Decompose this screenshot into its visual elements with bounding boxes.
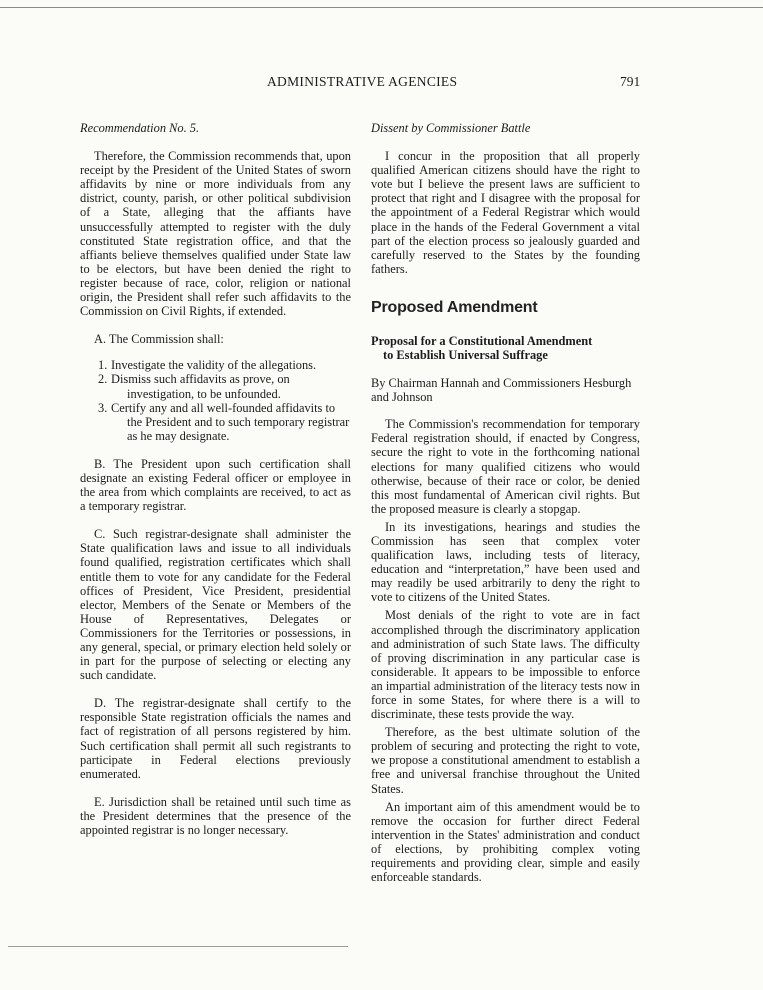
proposal-title-line-2: to Establish Universal Suffrage [383,347,548,362]
paragraph-b: B. The President upon such certification shall designate an existing Federal officer or employee in the area from which complaints are received, to act as a temporary registrar. [80,456,351,514]
page-number: 791 [620,74,641,89]
right-column [371,121,640,884]
paragraph-a-intro: A. The Commission shall: [94,332,224,347]
page-header [0,74,763,92]
list-item-text: Dismiss such affidavits as prove, on investigation, to be unfounded. [111,372,290,401]
paragraph-d: D. The registrar-designate shall certify to the responsible State registration officials the names and fact of registration of all persons registered by him. Such certification shall permit all such registrants to participate in Federal elections previously enumerated. [80,696,351,781]
dissent-heading: Dissent by Commissioner Battle [371,121,531,135]
paragraph-c: C. Such registrar-designate shall administer the State qualification laws and issue to all individuals found qualified, registration certificates which shall entitle them to vote for any candidate for the Federal offices of President, Vice President, presidential elector, Members of the Senate or Members of the House of Representatives, Delegates or Commissioners for the Territories or possessions, in any general, special, or primary election held solely or in part for the purpose of selecting or electing any such candidate. [80,527,351,683]
proposal-paragraph: In its investigations, hearings and studies the Commission has seen that complex voter qualification laws, including tests of literacy, education and “interpretation,” have been used and may readily be used arbitrarily to deny the right to vote to citizens of the United States. [371,519,640,605]
list-item-text: Certify any and all well-founded affidavits to the President and to such temporary registrar as he may designate. [111,400,350,443]
proposal-paragraph: Most denials of the right to vote are in fact accomplished through the discriminatory application and administration of such State laws. The difficulty of proving discrimination in any particular case is considerable. It appears to be impossible to enforce an impartial administration of the literacy tests now in force in some States, for where there is a will to discriminate, these tests provide the way. [371,608,640,722]
top-rule [0,7,763,8]
proposal-paragraph: Therefore, as the best ultimate solution of the problem of securing and protecting the right to vote, we propose a constitutional amendment to establish a free and universal franchise throughout the United States. [371,725,640,796]
proposal-paragraph: An important aim of this amendment would be to remove the occasion for further direct Federal intervention in the States' administration and conduct of elections, by prohibiting complex voting requirements and providing clear, simple and easily enforceable standards. [371,799,640,885]
left-column [80,121,351,837]
list-item-number: 3. [98,400,108,415]
proposal-paragraph: The Commission's recommendation for temporary Federal registration should, if enacted by Congress, secure the right to vote in the forthcoming national elections for many qualified citizens who would otherwise, because of their race or color, be denied this most fundamental of American civil rights. But the proposed measure is clearly a stopgap. [371,417,640,516]
commission-duties-list [80,358,351,443]
paragraph-e: E. Jurisdiction shall be retained until such time as the President determines that the presence of the appointed registrar is no longer necessary. [80,794,351,838]
proposal-title [371,335,640,362]
running-head: ADMINISTRATIVE AGENCIES [267,74,458,89]
list-item [80,401,351,443]
proposal-title-line-1: Proposal for a Constitutional Amendment [371,334,593,349]
list-item-number: 2. [98,372,108,387]
section-title: Proposed Amendment [371,298,538,316]
list-item [80,372,351,400]
byline: By Chairman Hannah and Commissioners Hesburgh and Johnson [371,376,632,405]
list-item [80,358,351,372]
bottom-rule [8,946,348,947]
recommendation-text: Therefore, the Commission recommends that, upon receipt by the President of the United States of sworn affidavits by nine or more individuals from any district, county, parish, or other political subdivision of a State, alleging that the affiants have unsuccessfully attempted to register with the duly constituted State registration office, and that the affiants believe themselves qualified under State law to be electors, but have been denied the right to register because of race, color, religion or national origin, the President shall refer such affidavits to the Commission on Civil Rights, if extended. [80,149,351,319]
list-item-text: Investigate the validity of the allegations. [111,358,317,373]
recommendation-heading: Recommendation No. 5. [80,121,200,135]
dissent-text: I concur in the proposition that all properly qualified American citizens should have the right to vote but I believe the present laws are sufficient to protect that right and I disagree with the proposal for the appointment of a Federal Registrar which would place in the hands of the Federal Government a vital part of the election process so jealously guarded and carefully reserved to the States by the founding fathers. [371,149,640,276]
list-item-number: 1. [98,358,108,373]
